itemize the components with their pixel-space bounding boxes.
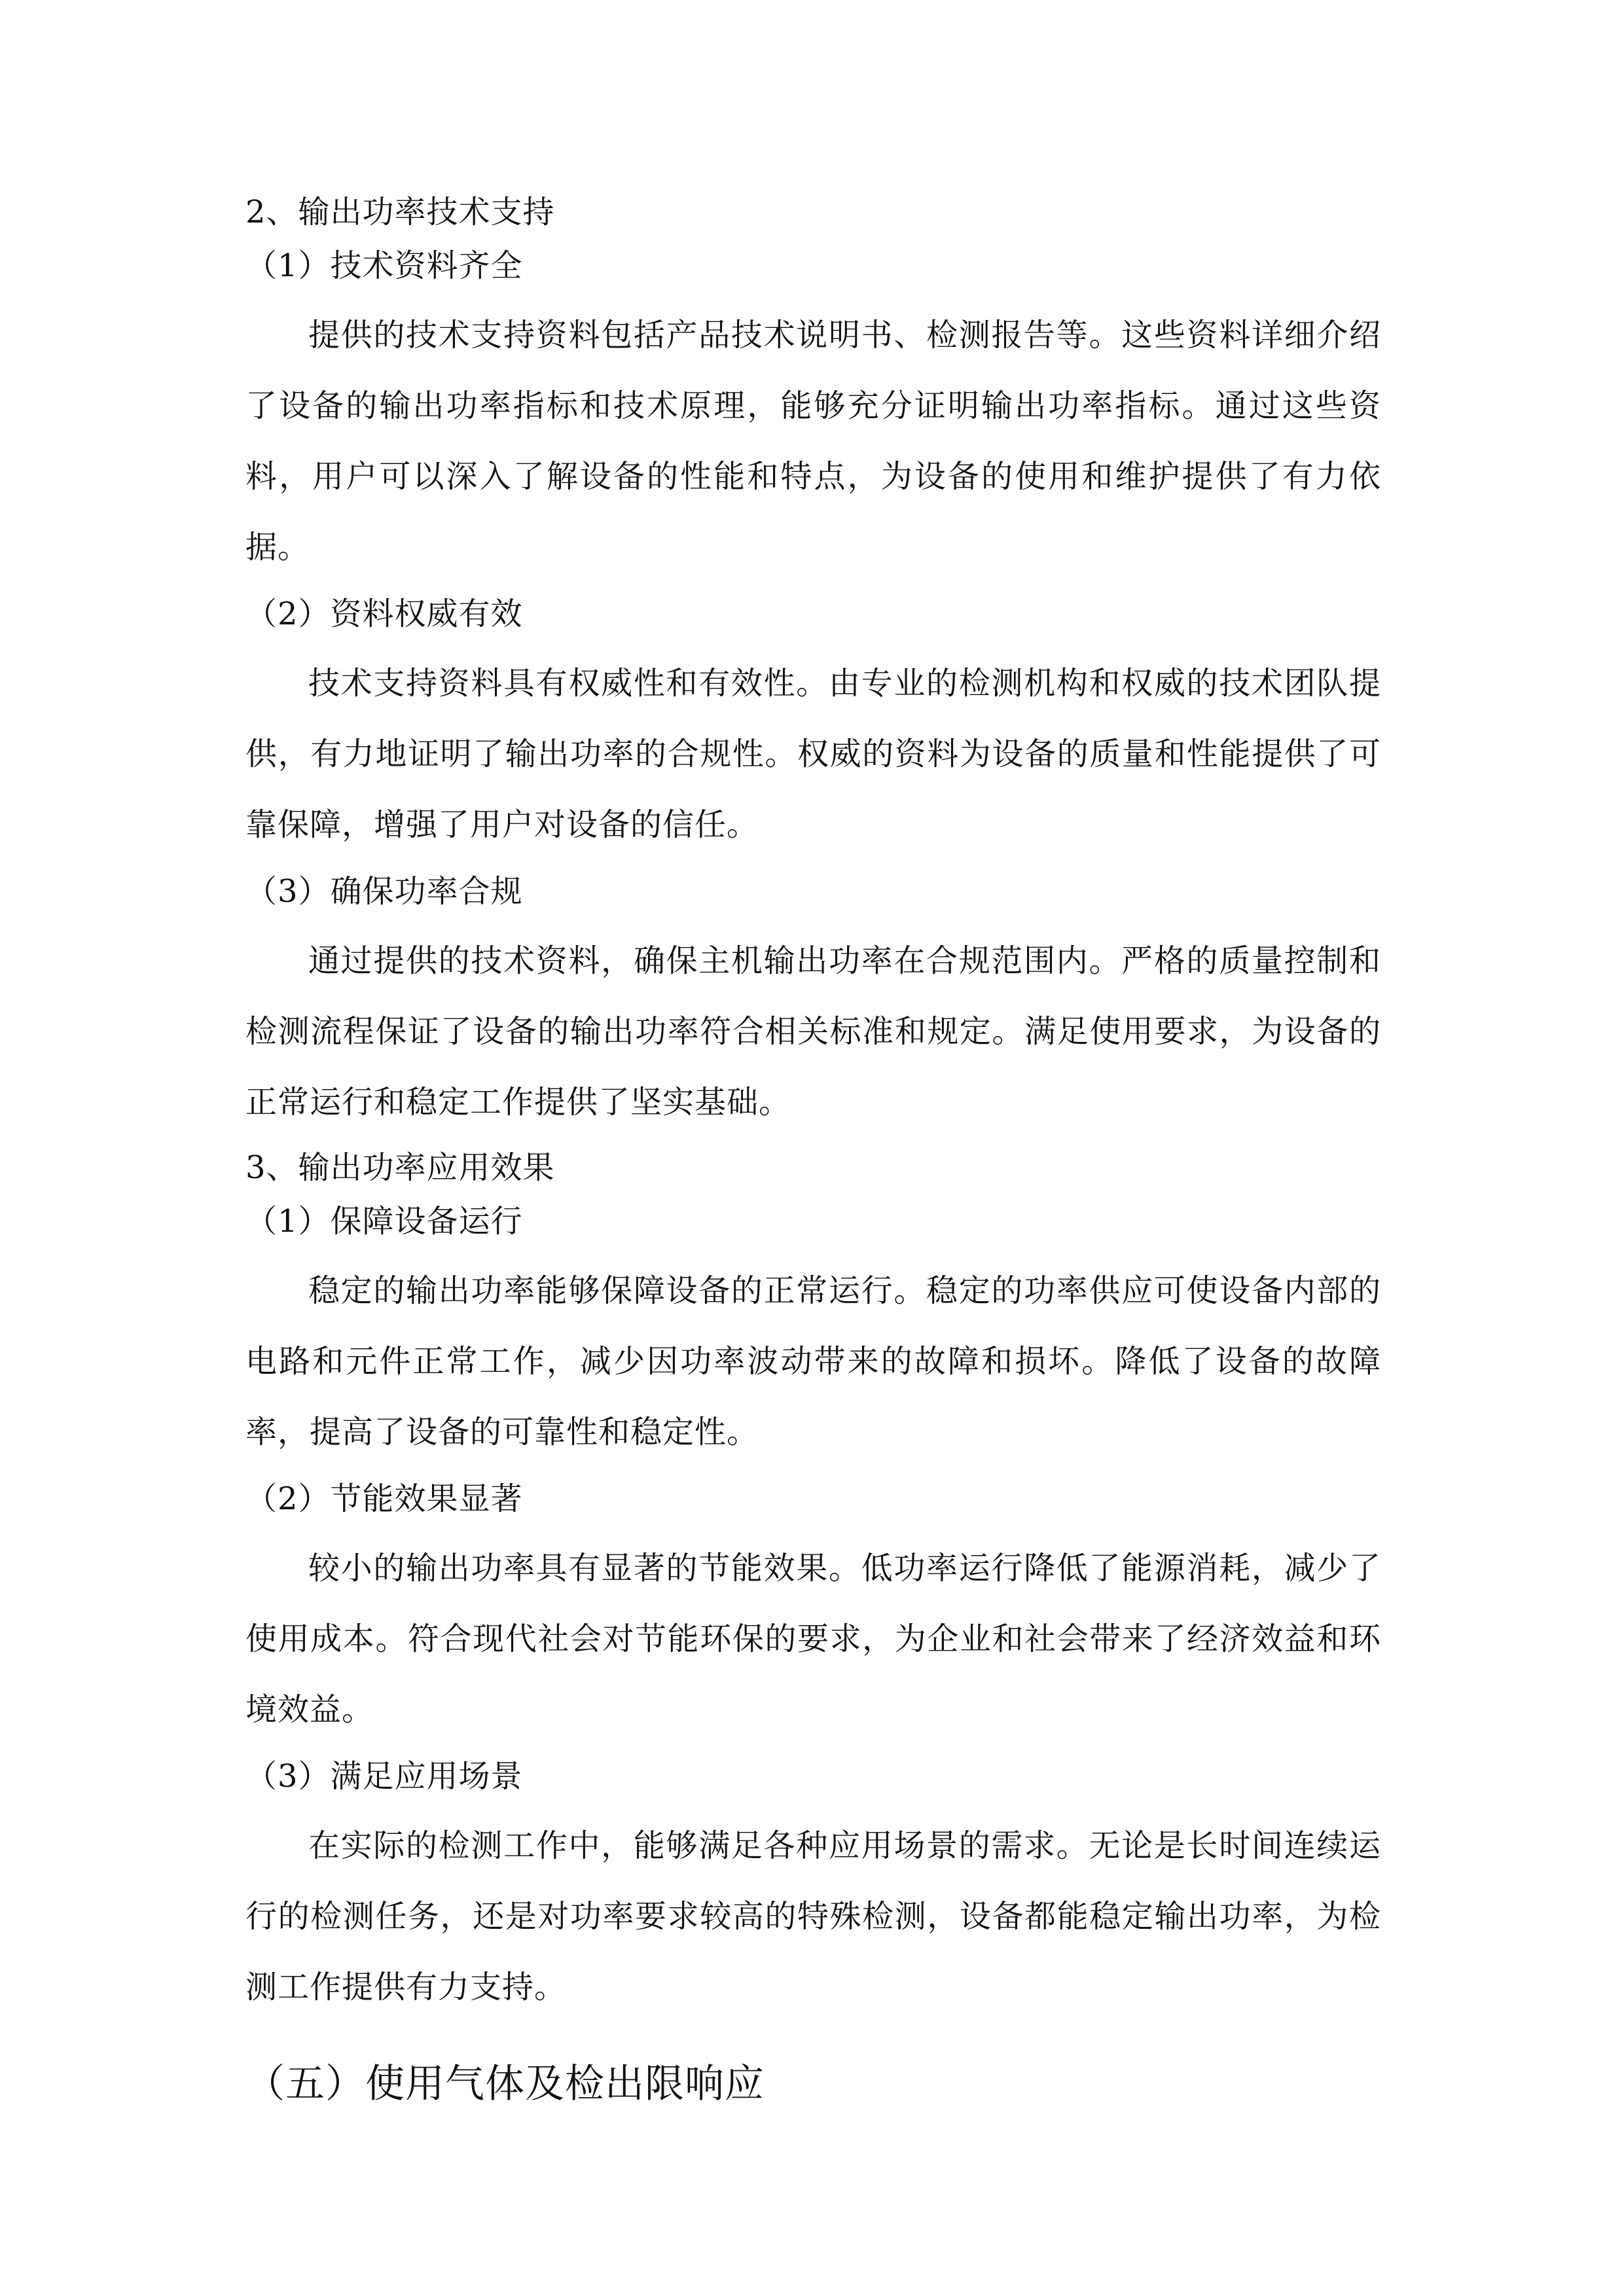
paragraph-authoritative-docs: 技术支持资料具有权威性和有效性。由专业的检测机构和权威的技术团队提供，有力地证明了输出功率的合规性。权威的资料为设备的质量和性能提供了可靠保障，增强了用户对设备的信任。 — [245, 665, 1381, 843]
subheading-complete-docs: （1）技术资料齐全 — [245, 247, 523, 284]
chapter-heading-gas-detection-limit: （五）使用气体及检出限响应 — [245, 2061, 765, 2107]
subheading-energy-saving: （2）节能效果显著 — [245, 1480, 523, 1517]
section-heading-output-power-effect: 3、输出功率应用效果 — [245, 1149, 555, 1186]
paragraph-energy-saving: 较小的输出功率具有显著的节能效果。低功率运行降低了能源消耗，减少了使用成本。符合现代社会对节能环保的要求，为企业和社会带来了经济效益和环境效益。 — [245, 1550, 1381, 1728]
paragraph-power-compliance: 通过提供的技术资料，确保主机输出功率在合规范围内。严格的质量控制和检测流程保证了设备的输出功率符合相关标准和规定。满足使用要求，为设备的正常运行和稳定工作提供了坚实基础。 — [245, 942, 1381, 1121]
paragraph-application-scenarios: 在实际的检测工作中，能够满足各种应用场景的需求。无论是长时间连续运行的检测任务，还是对功率要求较高的特殊检测，设备都能稳定输出功率，为检测工作提供有力支持。 — [245, 1827, 1381, 2005]
paragraph-complete-docs: 提供的技术支持资料包括产品技术说明书、检测报告等。这些资料详细介绍了设备的输出功率指标和技术原理，能够充分证明输出功率指标。通过这些资料，用户可以深入了解设备的性能和特点，为设备的使用和维护提供了有力依据。 — [245, 317, 1381, 565]
subheading-ensure-operation: （1）保障设备运行 — [245, 1203, 523, 1240]
page-content — [245, 190, 1381, 2111]
subheading-power-compliance: （3）确保功率合规 — [245, 873, 523, 910]
subheading-application-scenarios: （3）满足应用场景 — [245, 1758, 523, 1795]
section-heading-output-power-support: 2、输出功率技术支持 — [245, 194, 555, 230]
paragraph-ensure-operation: 稳定的输出功率能够保障设备的正常运行。稳定的功率供应可使设备内部的电路和元件正常工作，减少因功率波动带来的故障和损坏。降低了设备的故障率，提高了设备的可靠性和稳定性。 — [245, 1272, 1381, 1450]
subheading-authoritative-docs: （2）资料权威有效 — [245, 596, 523, 632]
